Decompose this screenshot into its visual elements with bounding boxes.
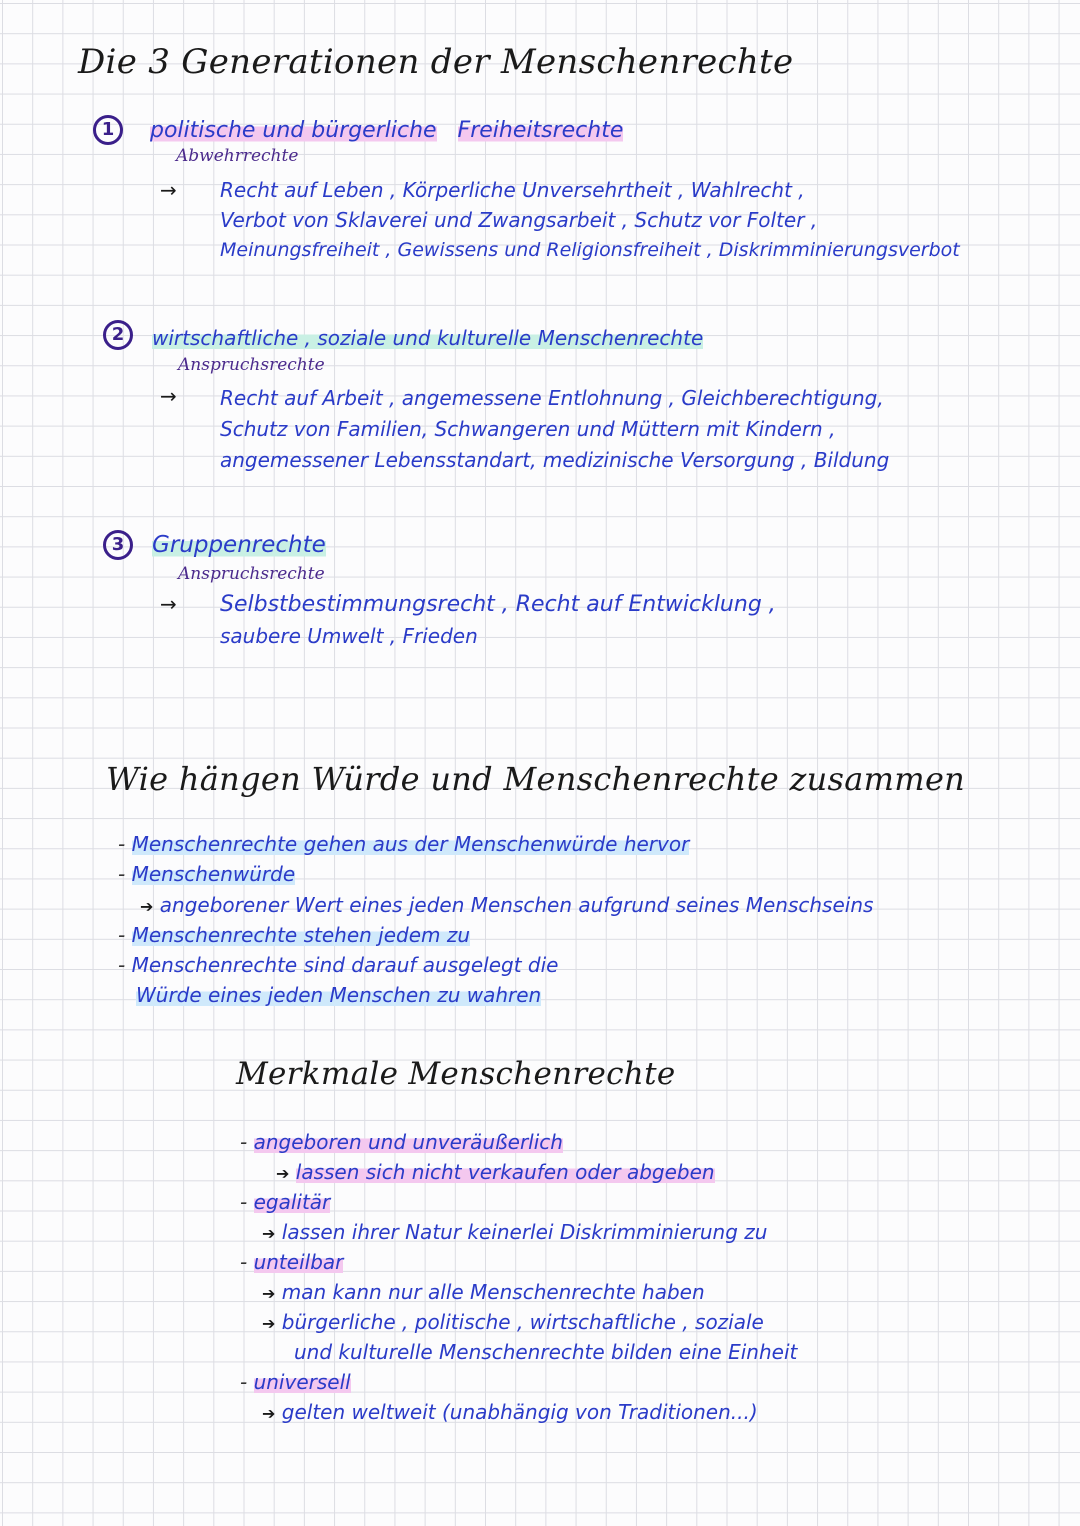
gen3-line2: saubere Umwelt , Frieden	[220, 624, 478, 648]
arrow-icon: →	[160, 178, 177, 202]
arrow-icon: ➔	[140, 897, 154, 916]
m3-arrow2-text-a: bürgerliche , politische , wirtschaftliche , soziale	[281, 1310, 764, 1334]
s2-item3: - Menschenrechte stehen jedem zu	[118, 923, 471, 947]
gen1-heading-b: Freiheitsrechte	[457, 118, 624, 143]
gen3-heading	[152, 532, 326, 558]
m3-text: unteilbar	[253, 1250, 344, 1274]
m4-arrow	[262, 1400, 758, 1424]
gen3-line1: Selbstbestimmungsrecht , Recht auf Entwicklung ,	[220, 592, 776, 617]
arrow-icon: →	[160, 384, 177, 408]
gen3-subtitle: Anspruchsrechte	[178, 564, 325, 584]
gen3-heading-text: Gruppenrechte	[152, 532, 326, 558]
s2-item4-cont	[136, 983, 541, 1007]
m3-arrow2-cont	[294, 1340, 797, 1364]
m4-text: universell	[253, 1370, 351, 1394]
s2-item2-arrow-text: angeborener Wert eines jeden Menschen aufgrund seines Menschseins	[159, 893, 874, 917]
m1: - angeboren und unveräußerlich	[240, 1130, 563, 1154]
number-2-circle: 2	[103, 320, 133, 350]
number-3-circle: 3	[103, 530, 133, 560]
m3-arrow2	[262, 1310, 764, 1334]
section2-title: Wie hängen Würde und Menschenrechte zusammen	[106, 760, 966, 798]
m1-arrow-text: lassen sich nicht verkaufen oder abgeben	[295, 1160, 715, 1184]
s2-item1-text: Menschenrechte gehen aus der Menschenwürde hervor	[131, 832, 690, 856]
m3-arrow1	[262, 1280, 705, 1304]
m2-arrow-text: lassen ihrer Natur keinerlei Diskrimminierung zu	[281, 1220, 768, 1244]
s2-item3-text: Menschenrechte stehen jedem zu	[131, 923, 471, 947]
m4: - universell	[240, 1370, 351, 1394]
gen1-line2: Verbot von Sklaverei und Zwangsarbeit , Schutz vor Folter ,	[220, 208, 818, 232]
gen2-heading-text: wirtschaftliche , soziale und kulturelle Menschenrechte	[152, 326, 704, 350]
gen2-line2: Schutz von Familien, Schwangeren und Müttern mit Kindern ,	[220, 417, 836, 441]
gen1-line1: Recht auf Leben , Körperliche Unversehrtheit , Wahlrecht ,	[220, 178, 805, 202]
m4-arrow-text: gelten weltweit (unabhängig von Traditionen...)	[281, 1400, 758, 1424]
section3-title: Merkmale Menschenrechte	[236, 1056, 676, 1092]
s2-item1: - Menschenrechte gehen aus der Menschenwürde hervor	[118, 832, 690, 856]
s2-item2-text: Menschenwürde	[131, 862, 296, 886]
s2-item4-text-b: Würde eines jeden Menschen zu wahren	[136, 983, 542, 1007]
s2-item4: - Menschenrechte sind darauf ausgelegt die	[118, 953, 559, 977]
m2-text: egalitär	[253, 1190, 331, 1214]
gen2-subtitle: Anspruchsrechte	[178, 355, 325, 375]
arrow-icon: ➔	[262, 1224, 276, 1243]
gen2-heading	[152, 326, 703, 350]
number-1-circle: 1	[93, 115, 123, 145]
m1-text: angeboren und unveräußerlich	[253, 1130, 563, 1154]
gen2-line3: angemessener Lebensstandart, medizinische Versorgung , Bildung	[220, 448, 890, 472]
arrow-icon: ➔	[262, 1404, 276, 1423]
m1-arrow	[276, 1160, 715, 1184]
m3-arrow1-text: man kann nur alle Menschenrechte haben	[281, 1280, 705, 1304]
m3: - unteilbar	[240, 1250, 344, 1274]
gen1-heading-a: politische und bürgerliche	[150, 118, 437, 143]
s2-item2-arrow	[140, 893, 873, 917]
gen1-heading	[150, 118, 623, 143]
s2-item4-text-a: Menschenrechte sind darauf ausgelegt die	[131, 953, 559, 977]
m2-arrow	[262, 1220, 767, 1244]
arrow-icon: →	[160, 592, 177, 616]
gen1-line3: Meinungsfreiheit , Gewissens und Religionsfreiheit , Diskrimminierungsverbot	[220, 239, 960, 261]
arrow-icon: ➔	[276, 1164, 290, 1183]
s2-item2: - Menschenwürde	[118, 862, 296, 886]
m2: - egalitär	[240, 1190, 331, 1214]
page-title: Die 3 Generationen der Menschenrechte	[78, 42, 794, 82]
arrow-icon: ➔	[262, 1284, 276, 1303]
arrow-icon: ➔	[262, 1314, 276, 1333]
gen1-subtitle: Abwehrrechte	[176, 146, 299, 166]
gen2-line1: Recht auf Arbeit , angemessene Entlohnung , Gleichberechtigung,	[220, 386, 884, 410]
m3-arrow2-text-b: und kulturelle Menschenrechte bilden eine Einheit	[294, 1340, 798, 1364]
